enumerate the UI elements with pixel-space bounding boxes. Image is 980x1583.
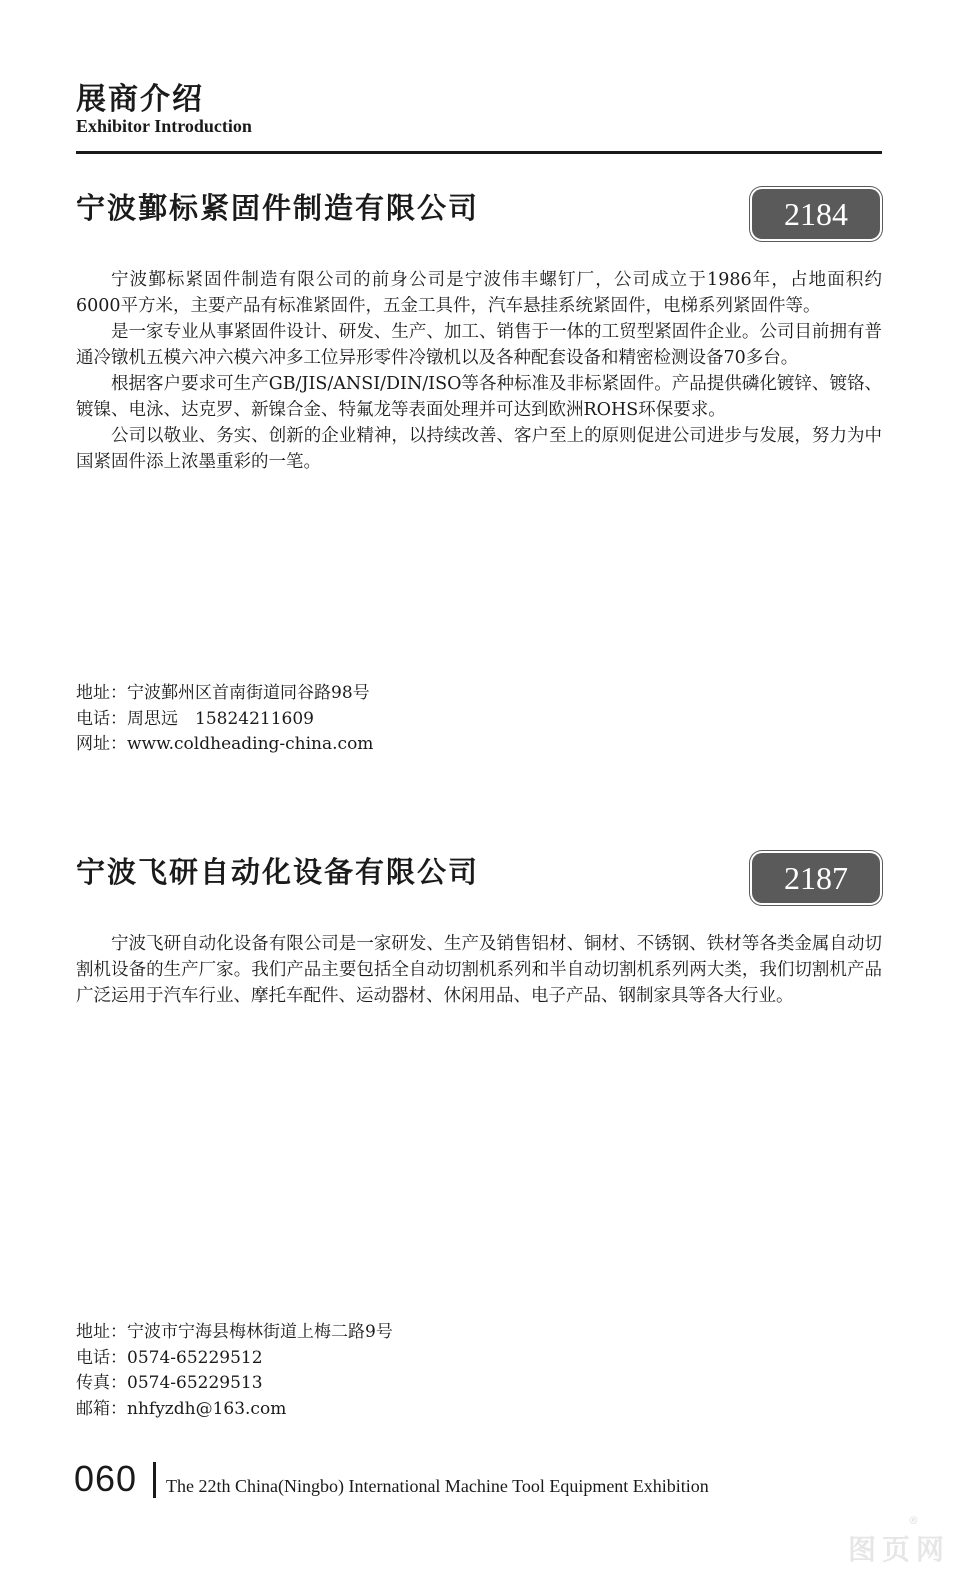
exhibitor-description [76, 267, 882, 475]
exhibitor-contact [76, 681, 373, 758]
page-number: 060 [74, 1458, 138, 1499]
watermark-text: 图页网 [848, 1533, 951, 1566]
registered-mark: ® [908, 1514, 919, 1527]
contact-address: 地址：宁波鄞州区首南街道同谷路98号 [76, 683, 370, 703]
contact-website: 网址：www.coldheading-china.com [76, 734, 374, 754]
description-paragraph: 是一家专业从事紧固件设计、研发、生产、加工、销售于一体的工贸型紧固件企业。公司目前拥有普通冷镦机五模六冲六模六冲多工位异形零件冷镦机以及各种配套设备和精密检测设备70多台。 [76, 322, 882, 368]
exhibitor-name: 宁波飞研自动化设备有限公司 [76, 855, 480, 889]
site-watermark [848, 1514, 951, 1568]
booth-number-badge: 2184 [752, 189, 880, 239]
page-section-title: 展商介绍 [76, 82, 204, 117]
description-paragraph: 根据客户要求可生产GB/JIS/ANSI/DIN/ISO等各种标准及非标紧固件。产品提供磷化镀锌、镀铬、镀镍、电泳、达克罗、新镍合金、特氟龙等表面处理并可达到欧洲ROHS环保要求。 [76, 374, 882, 420]
description-paragraph: 公司以敬业、务实、创新的企业精神，以持续改善、客户至上的原则促进公司进步与发展，努力为中国紧固件添上浓墨重彩的一笔。 [76, 426, 882, 472]
booth-number-badge: 2187 [752, 853, 880, 903]
contact-address: 地址：宁波市宁海县梅林街道上梅二路9号 [76, 1322, 393, 1342]
contact-fax: 传真：0574-65229513 [76, 1373, 263, 1393]
contact-phone: 电话：周思远 15824211609 [76, 708, 314, 729]
page-section-subtitle: Exhibitor Introduction [76, 116, 252, 136]
exhibitor-contact [76, 1320, 393, 1422]
contact-email: 邮箱：nhfyzdh@163.com [76, 1398, 287, 1419]
exhibitor-name: 宁波鄞标紧固件制造有限公司 [76, 191, 480, 225]
contact-phone: 电话：0574-65229512 [76, 1347, 263, 1368]
description-paragraph: 宁波飞研自动化设备有限公司是一家研发、生产及销售铝材、铜材、不锈钢、铁材等各类金属自动切割机设备的生产厂家。我们产品主要包括全自动切割机系列和半自动切割机系列两大类，我们切割机产品广泛运用于汽车行业、摩托车配件、运动器材、休闲用品、电子产品、钢制家具等各大行业。 [76, 934, 882, 1006]
exhibitor-description [76, 931, 882, 1009]
description-paragraph: 宁波鄞标紧固件制造有限公司的前身公司是宁波伟丰螺钉厂，公司成立于1986年，占地面积约6000平方米，主要产品有标准紧固件，五金工具件，汽车悬挂系统紧固件，电梯系列紧固件等。 [76, 270, 882, 316]
exhibition-name: The 22th China(Ningbo) International Machine Tool Equipment Exhibition [166, 1476, 709, 1496]
header-divider [76, 151, 882, 154]
footer-divider [153, 1462, 156, 1498]
